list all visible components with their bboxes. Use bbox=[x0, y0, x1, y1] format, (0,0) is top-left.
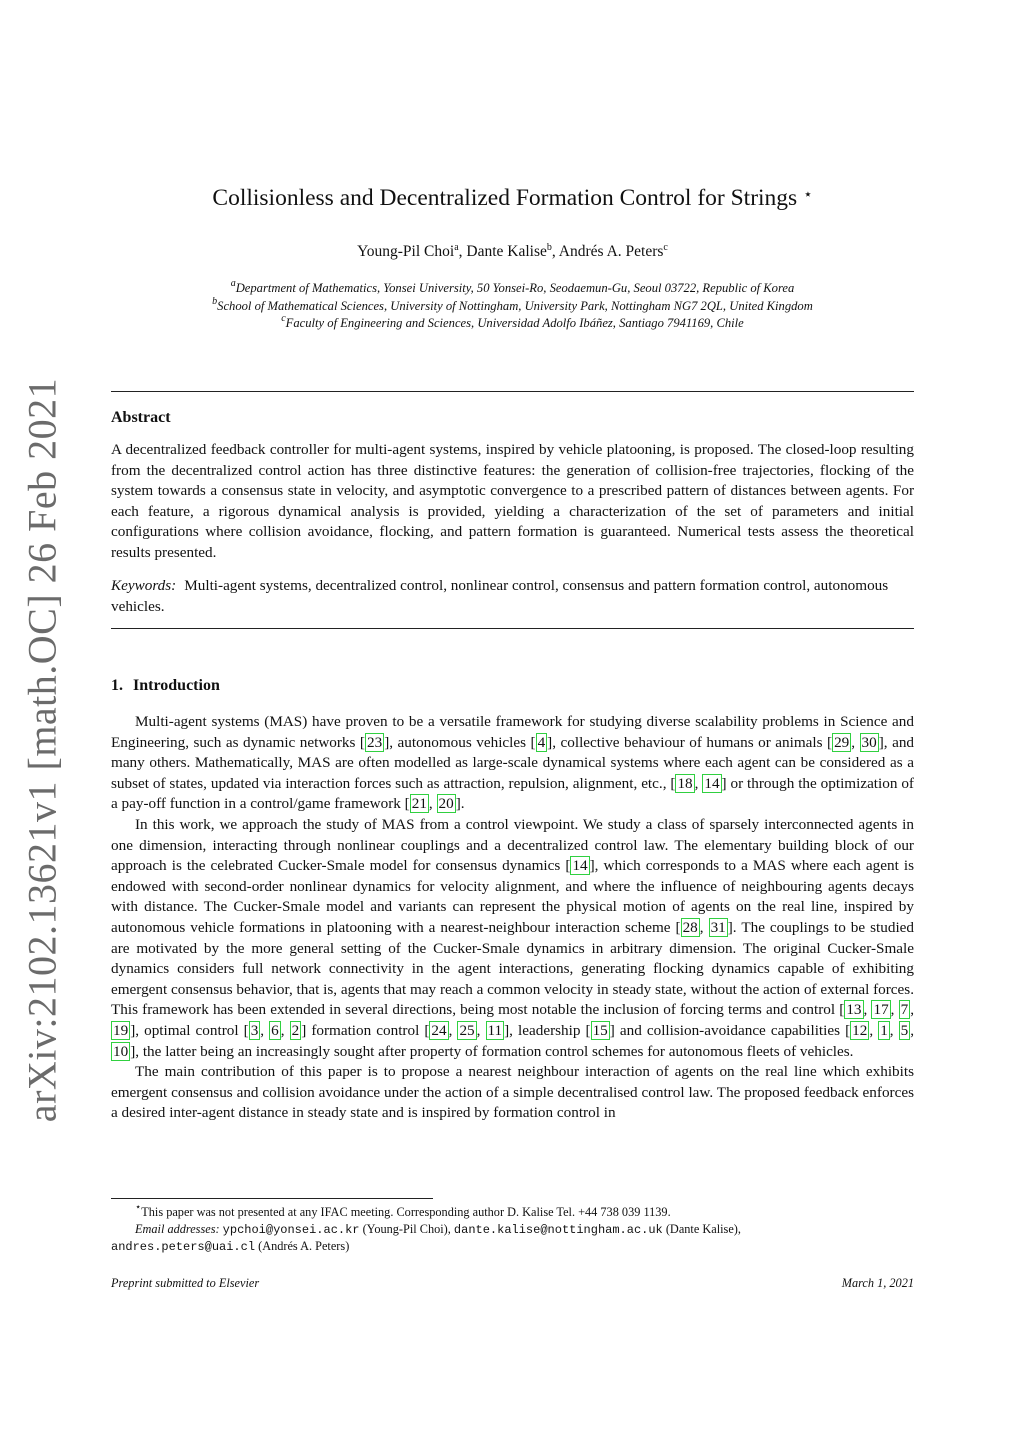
paper-title bbox=[111, 185, 914, 212]
email-address[interactable]: andres.peters@uai.cl bbox=[111, 1240, 256, 1255]
citation-link[interactable]: 12 bbox=[852, 1021, 868, 1039]
author bbox=[357, 243, 459, 260]
citation-link[interactable]: 31 bbox=[710, 918, 726, 936]
introduction-body bbox=[111, 712, 914, 1124]
footnote-emails bbox=[111, 1221, 914, 1256]
author bbox=[466, 243, 551, 260]
affiliation-text: School of Mathematical Sciences, University of Nottingham, University Park, Nottingham NG7 2QL, United Kingdom bbox=[217, 298, 813, 313]
footer-date: March 1, 2021 bbox=[841, 1276, 914, 1290]
citation-link[interactable]: 30 bbox=[861, 733, 877, 751]
affiliation-text: Department of Mathematics, Yonsei University, 50 Yonsei-Ro, Seodaemun-Gu, Seoul 03722, Republic of Korea bbox=[235, 281, 795, 295]
section-number: 1. bbox=[111, 677, 123, 694]
paragraph: Multi-agent systems (MAS) have proven to be a versatile framework for studying diverse scalability problems in Science and Engineering, such as dynamic networks [ 23 ], autonomous vehicles [ 4 ], collective behaviour of humans or animals [ 29 , 30 ], and many others. Mathematically, MAS are often modelled as large-scale dynamical systems where each agent can be considered as a subset of states, updated via interaction forces such as attraction, repulsion, alignment, etc., [ 18 , 14 ] or through the optimization of a pay-off function in a control/game framework [ 21 , 20 ]. bbox=[111, 713, 915, 813]
footnote-rule bbox=[111, 1198, 433, 1199]
footer-left: Preprint submitted to Elsevier bbox=[111, 1276, 260, 1290]
abstract-bottom-rule bbox=[111, 628, 914, 629]
footnote-note bbox=[111, 1204, 914, 1221]
arxiv-identifier: arXiv:2102.13621v1 [math.OC] 26 Feb 2021 bbox=[19, 377, 65, 1123]
author-name: Young-Pil Choi bbox=[357, 243, 455, 260]
email-owner: (Dante Kalise), bbox=[662, 1221, 741, 1236]
abstract-text: A decentralized feedback controller for multi-agent systems, inspired by vehicle platooning, is proposed. The closed-loop resulting from the decentralized control action has three distinctive features: the generation of collision-free trajectories, flocking of the system towards a consensus state in velocity, and asymptotic convergence to a prescribed pattern of distances between agents. For each feature, a rigorous dynamical analysis is provided, yielding a characterization of the set of parameters and initial configurations where collision avoidance, flocking, and pattern formation is guaranteed. Numerical tests assess the theoretical results presented. bbox=[111, 441, 914, 561]
footnotes bbox=[111, 1204, 914, 1256]
email-address[interactable]: dante.kalise@nottingham.ac.uk bbox=[453, 1222, 663, 1237]
email-label: Email addresses: bbox=[135, 1221, 220, 1236]
email-owner: (Young-Pil Choi), bbox=[359, 1221, 454, 1236]
author bbox=[559, 243, 668, 260]
affiliation bbox=[111, 295, 914, 316]
citation-link[interactable]: 19 bbox=[113, 1021, 129, 1039]
author-affiliation-mark: c bbox=[663, 242, 668, 253]
footnote-mark: ⋆ bbox=[135, 1202, 142, 1213]
citation-link[interactable]: 5 bbox=[900, 1021, 909, 1039]
citation-link[interactable]: 13 bbox=[846, 1001, 862, 1019]
citation-link[interactable]: 6 bbox=[271, 1021, 279, 1039]
title-footnote-mark: ⋆ bbox=[803, 187, 813, 203]
citation-link[interactable]: 15 bbox=[592, 1021, 608, 1039]
citation-link[interactable]: 25 bbox=[459, 1021, 475, 1039]
keywords-label: Keywords: bbox=[111, 577, 177, 594]
citation-link[interactable]: 3 bbox=[250, 1021, 259, 1039]
citation-link[interactable]: 14 bbox=[572, 857, 588, 875]
citation-link[interactable]: 20 bbox=[438, 795, 454, 813]
affiliation-mark: b bbox=[212, 295, 218, 307]
affiliation-mark: c bbox=[281, 313, 286, 324]
abstract-heading: Abstract bbox=[111, 409, 171, 426]
footnote-note-text: This paper was not presented at any IFAC meeting. Corresponding author D. Kalise Tel. +44 738 039 1139. bbox=[141, 1205, 671, 1219]
citation-link[interactable]: 23 bbox=[367, 733, 383, 751]
citation-link[interactable]: 21 bbox=[411, 795, 427, 813]
section-title: Introduction bbox=[133, 677, 220, 694]
citation-link[interactable]: 18 bbox=[677, 774, 693, 792]
citation-link[interactable]: 7 bbox=[900, 1001, 909, 1019]
affiliation bbox=[111, 280, 914, 298]
affiliation bbox=[111, 315, 914, 333]
citation-link[interactable]: 10 bbox=[113, 1042, 129, 1060]
keywords-text: Multi-agent systems, decentralized control, nonlinear control, consensus and pattern formation control, autonomous vehicles. bbox=[111, 577, 889, 615]
keywords bbox=[111, 576, 914, 617]
citation-link[interactable]: 1 bbox=[880, 1021, 888, 1039]
author-list: Young-Pil Choi$^a$, Dante Kalise$^b$, Andrés A. Peters$^c$ bbox=[357, 242, 668, 260]
citation-link[interactable]: 14 bbox=[704, 774, 720, 792]
email-owner: (Andrés A. Peters) bbox=[255, 1239, 350, 1254]
email-address[interactable]: ypchoi@yonsei.ac.kr bbox=[222, 1222, 360, 1237]
citation-link[interactable]: 2 bbox=[291, 1021, 300, 1039]
affiliation-list bbox=[111, 280, 914, 333]
paragraph: The main contribution of this paper is to propose a nearest neighbour interaction of agents on the real line which exhibits emergent consensus and collision avoidance under the action of a simple decentralised control law. The proposed feedback enforces a desired inter-agent distance in steady state and is inspired by formation control in bbox=[111, 1063, 914, 1122]
title-text: Collisionless and Decentralized Formation Control for Strings bbox=[212, 185, 798, 211]
citation-link[interactable]: 4 bbox=[537, 733, 546, 751]
citation-link[interactable]: 24 bbox=[431, 1021, 447, 1039]
page-footer bbox=[111, 1276, 914, 1291]
citation-link[interactable]: 28 bbox=[682, 918, 698, 936]
citation-link[interactable]: 11 bbox=[487, 1021, 503, 1039]
paragraph: In this work, we approach the study of MAS from a control viewpoint. We study a class of sparsely interconnected agents in one dimension, interacting through nonlinear couplings and a decentralized control law. The elementary building block of our approach is the celebrated Cucker-Smale model for consensus dynamics [ 14 ], which corresponds to a MAS where each agent is endowed with second-order nonlinear dynamics for velocity alignment, and where the influence of neighbouring agents decays with distance. The Cucker-Smale model and variants can represent the physical motion of agents on the real line, inspired by autonomous vehicle formations in platooning with a nearest-neighbour interaction scheme [ 28 , 31 ]. The couplings to be studied are motivated by the more general setting of the Cucker-Smale dynamics in arbitrary dimension. The original Cucker-Smale dynamics considers full network connectivity in the agent interactions, generating flocking dynamics capable of exhibiting emergent consensus behavior, that is, agents that may reach a common velocity in steady state, without the action of external forces. This framework has been extended in several directions, being most notable the inclusion of forcing terms and control [ 13 , 17 , 7 , 19 ], optimal control [ 3 , 6 , 2 ] formation control [ 24 , 25 , 11 ], leadership [ 15 ] and collision-avoidance capabilities [ 12 , 1 , 5 , 10 ], the latter being an increasingly sought after property of formation control schemes for autonomous fleets of vehicles. bbox=[111, 815, 915, 1060]
author-affiliation-mark: a bbox=[454, 242, 459, 253]
citation-link[interactable]: 29 bbox=[834, 733, 850, 751]
affiliation-text: Faculty of Engineering and Sciences, Universidad Adolfo Ibáñez, Santiago 7941169, Chile bbox=[285, 316, 744, 330]
author-name: Dante Kalise bbox=[466, 243, 547, 260]
section-heading bbox=[111, 677, 220, 695]
author-name: Andrés A. Peters bbox=[558, 243, 664, 260]
author-affiliation-mark: b bbox=[546, 242, 552, 253]
abstract-top-rule bbox=[111, 391, 914, 392]
affiliation-mark: a bbox=[230, 278, 236, 289]
citation-link[interactable]: 17 bbox=[873, 1001, 889, 1019]
